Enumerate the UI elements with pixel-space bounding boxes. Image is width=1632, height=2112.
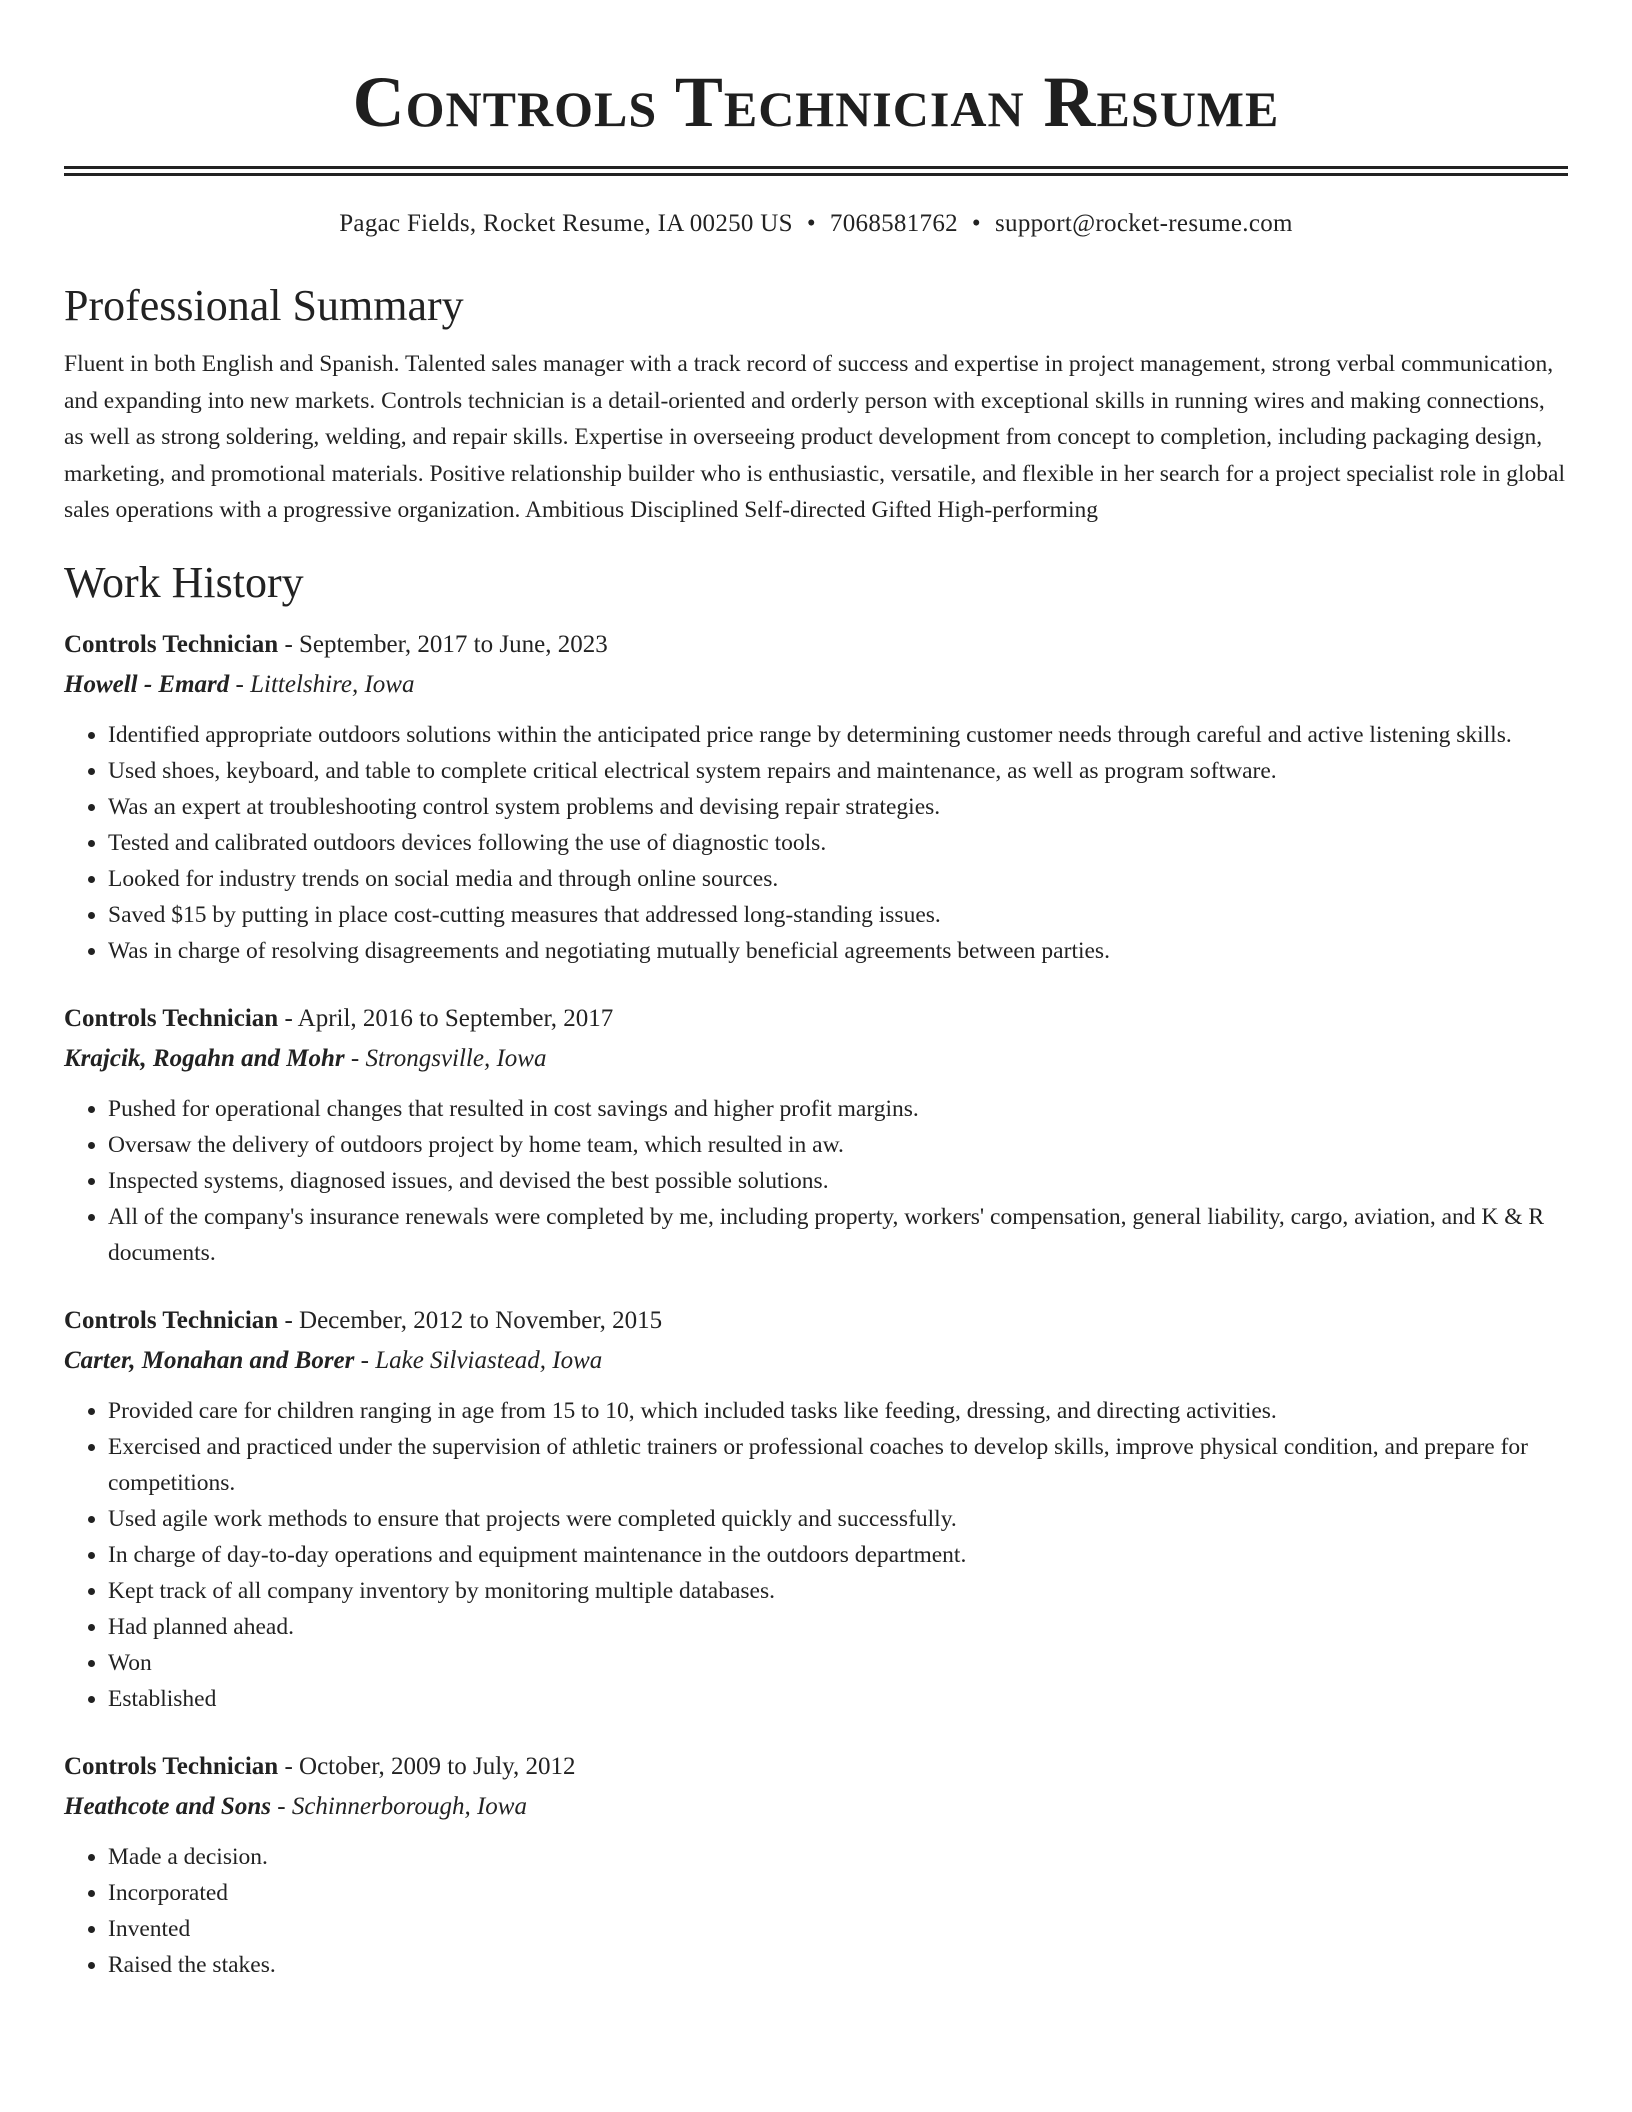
list-item: • Oversaw the delivery of outdoors project by home team, which resulted in aw. — [108, 1127, 1568, 1163]
list-item: • Invented — [108, 1911, 1568, 1947]
job-dash: - — [235, 670, 244, 698]
job-entry — [64, 625, 1568, 969]
list-item: • Established — [108, 1681, 1568, 1717]
job-role: Controls Technician — [64, 1306, 279, 1334]
job-entry — [64, 999, 1568, 1271]
job-entry — [64, 1301, 1568, 1717]
list-item: • In charge of day-to-day operations and equipment maintenance in the outdoors department. — [108, 1537, 1568, 1573]
job-dash: - — [277, 1792, 286, 1820]
list-item: • Used shoes, keyboard, and table to complete critical electrical system repairs and maintenance, as well as program software. — [108, 753, 1568, 789]
job-company: Krajcik, Rogahn and Mohr — [64, 1044, 345, 1072]
title-double-rule — [64, 166, 1568, 176]
list-item: • Made a decision. — [108, 1839, 1568, 1875]
job-role: Controls Technician — [64, 1004, 279, 1032]
work-history-list — [64, 625, 1568, 1983]
list-item: • Raised the stakes. — [108, 1947, 1568, 1983]
list-item: • Identified appropriate outdoors solutions within the anticipated price range by determining customer needs through careful and active listening skills. — [108, 717, 1568, 753]
job-company-line — [64, 1039, 1568, 1079]
job-company-line — [64, 1787, 1568, 1827]
job-company: Heathcote and Sons — [64, 1792, 271, 1820]
list-item: • Was an expert at troubleshooting control system problems and devising repair strategies. — [108, 789, 1568, 825]
job-dates: April, 2016 to September, 2017 — [297, 1004, 614, 1032]
list-item: • Tested and calibrated outdoors devices following the use of diagnostic tools. — [108, 825, 1568, 861]
list-item: • Looked for industry trends on social media and through online sources. — [108, 861, 1568, 897]
job-title-line — [64, 1301, 1568, 1341]
job-title-line — [64, 999, 1568, 1039]
job-role: Controls Technician — [64, 1752, 279, 1780]
contact-address: Pagac Fields, Rocket Resume, IA 00250 US — [339, 210, 793, 237]
job-company: Carter, Monahan and Borer — [64, 1346, 355, 1374]
list-item: • Provided care for children ranging in age from 15 to 10, which included tasks like feeding, dressing, and directing activities. — [108, 1393, 1568, 1429]
list-item: • Pushed for operational changes that resulted in cost savings and higher profit margins. — [108, 1091, 1568, 1127]
list-item: • Was in charge of resolving disagreements and negotiating mutually beneficial agreements between parties. — [108, 933, 1568, 969]
job-title-line — [64, 625, 1568, 665]
job-location: Littelshire, Iowa — [250, 670, 415, 698]
job-role: Controls Technician — [64, 630, 279, 658]
list-item: • Won — [108, 1645, 1568, 1681]
contact-email: support@rocket-resume.com — [994, 210, 1293, 237]
summary-heading: Professional Summary — [64, 281, 464, 330]
job-dash: - — [284, 630, 293, 658]
job-bullet-list — [64, 1091, 1568, 1271]
list-item: • Had planned ahead. — [108, 1609, 1568, 1645]
contact-separator: • — [971, 210, 981, 237]
job-bullet-list — [64, 717, 1568, 969]
job-company: Howell - Emard — [64, 670, 230, 698]
contact-separator: • — [806, 210, 816, 237]
page-title: Controls Technician Resume — [352, 62, 1280, 142]
job-dash: - — [284, 1004, 293, 1032]
list-item: • Incorporated — [108, 1875, 1568, 1911]
job-company-line — [64, 1341, 1568, 1381]
list-item: • Exercised and practiced under the supervision of athletic trainers or professional coaches to develop skills, improve physical condition, and prepare for competitions. — [108, 1429, 1568, 1501]
job-dash: - — [350, 1044, 360, 1072]
list-item: • All of the company's insurance renewals were completed by me, including property, workers' compensation, general liability, cargo, aviation, and K & R documents. — [108, 1199, 1568, 1271]
job-dates: December, 2012 to November, 2015 — [299, 1306, 663, 1334]
job-bullet-list — [64, 1393, 1568, 1717]
job-dates: October, 2009 to July, 2012 — [299, 1752, 576, 1780]
job-dash: - — [284, 1306, 293, 1334]
job-title-line — [64, 1747, 1568, 1787]
contact-line — [64, 208, 1568, 240]
job-entry — [64, 1747, 1568, 1983]
job-dates: September, 2017 to June, 2023 — [299, 630, 608, 658]
job-location: Schinnerborough, Iowa — [291, 1792, 527, 1820]
list-item: • Inspected systems, diagnosed issues, and devised the best possible solutions. — [108, 1163, 1568, 1199]
job-location: Lake Silviastead, Iowa — [375, 1346, 603, 1374]
list-item: • Saved $15 by putting in place cost-cutting measures that addressed long-standing issues. — [108, 897, 1568, 933]
job-company-line — [64, 665, 1568, 705]
work-history-heading: Work History — [64, 557, 304, 607]
list-item: • Used agile work methods to ensure that projects were completed quickly and successfully. — [108, 1501, 1568, 1537]
list-item: • Kept track of all company inventory by monitoring multiple databases. — [108, 1573, 1568, 1609]
job-dash: - — [284, 1752, 293, 1780]
contact-phone: 7068581762 — [829, 210, 958, 237]
job-dash: - — [360, 1346, 369, 1374]
summary-text: Fluent in both English and Spanish. Talented sales manager with a track record of success and expertise in project management, strong verbal communication, and expanding into new markets. Controls technician is a detail-oriented and orderly person with exceptional skills in running wires and making connections, as well as strong soldering, welding, and repair skills. Expertise in overseeing product development from concept to completion, including packaging design, marketing, and promotional materials. Positive relationship builder who is enthusiastic, versatile, and flexible in her search for a project specialist role in global sales operations with a progressive organization. Ambitious Disciplined Self-directed Gifted High-performing — [64, 351, 1565, 523]
job-bullet-list — [64, 1839, 1568, 1983]
job-location: Strongsville, Iowa — [365, 1044, 547, 1072]
